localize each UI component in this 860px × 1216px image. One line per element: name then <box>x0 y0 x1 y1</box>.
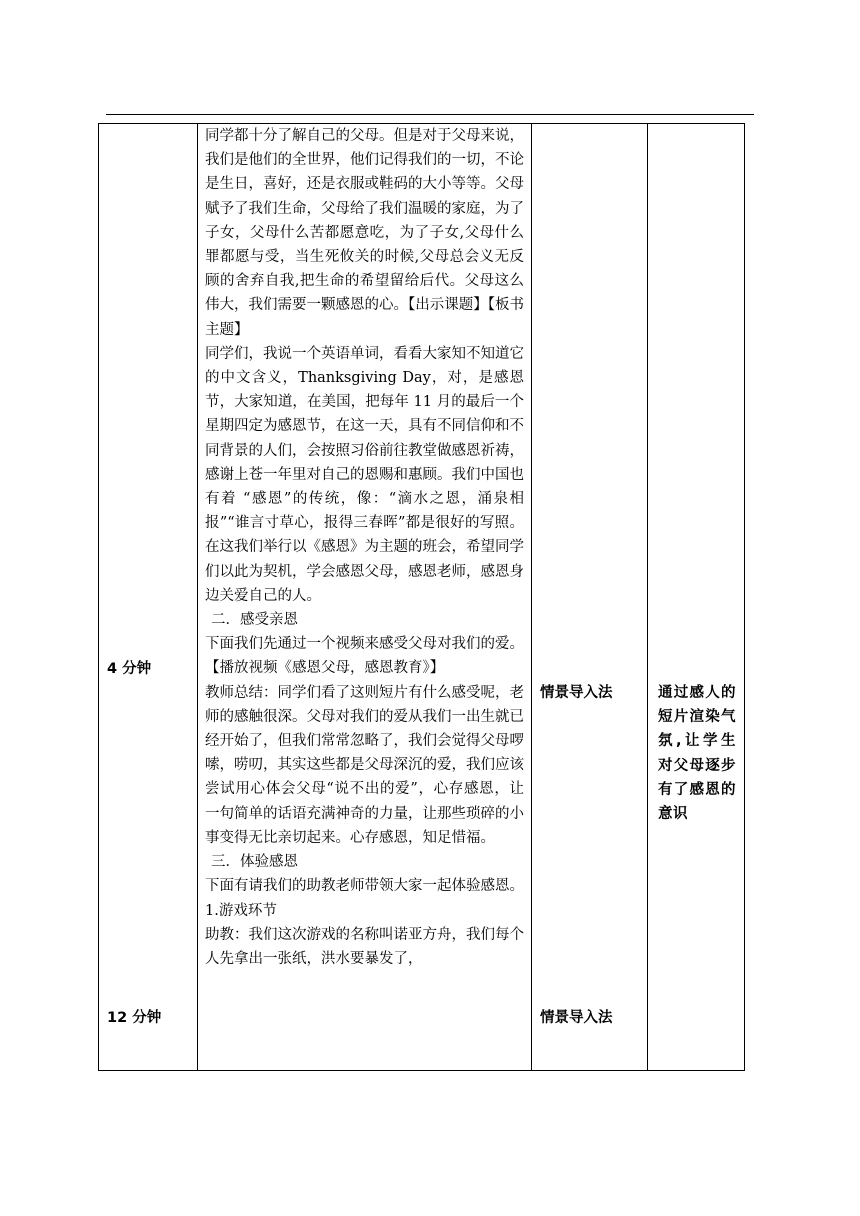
purpose-text: 通过感人的短片渲染气氛,让学生对父母逐步有了感恩的意识 <box>658 685 736 823</box>
purpose-cell <box>648 124 745 1071</box>
method-cell <box>532 124 648 1071</box>
time-label-second: 12 分钟 <box>107 1010 162 1026</box>
time-label-first: 4 分钟 <box>107 661 152 677</box>
content-paragraph: 助教：我们这次游戏的名称叫诺亚方舟，我们每个人先拿出一张纸，洪水要暴发了， <box>205 926 524 967</box>
content-text <box>198 124 531 1070</box>
content-paragraph: 1.游戏环节 <box>205 902 277 919</box>
table-row <box>99 124 745 1071</box>
method-label-first: 情景导入法 <box>540 685 613 701</box>
content-paragraph: 同学都十分了解自己的父母。但是对于父母来说，我们是他们的全世界，他们记得我们的一切，不论是生日，喜好，还是衣服或鞋码的大小等等。父母赋予了我们生命，父母给了我们温暖的家庭，为了子女，父母什么苦都愿意吃，为了子女,父母什么罪都愿与受，当生死攸关的时候,父母总会义无反顾的舍弃自我,把生命的希望留给后代。父母这么伟大，我们需要一颗感恩的心。【出示课题】【板书主题】 <box>205 128 524 338</box>
header-rule <box>106 114 754 115</box>
content-paragraph: 下面我们先通过一个视频来感受父母对我们的爱。【播放视频《感恩父母，感恩教育》】 <box>205 636 524 677</box>
lesson-plan-table <box>98 123 745 1071</box>
content-paragraph: 同学们，我说一个英语单词，看看大家知不知道它的中文含义，Thanksgiving Day，对，是感恩节，大家知道，在美国，把每年 11 月的最后一个星期四定为感恩节，在这一天，具有不同信仰和不同背景的人们，会按照习俗前往教堂做感恩祈祷，感谢上苍一年里对自己的恩赐和惠顾。我们中国也有着 “感恩”的传统，像：“滴水之恩，涌泉相报”“谁言寸草心，报得三春晖”都是很好的写照。在这我们举行以《感恩》为主题的班会，希望同学们以此为契机，学会感恩父母，感恩老师，感恩身边关爱自己的人。 <box>205 345 524 604</box>
time-cell <box>99 124 198 1071</box>
content-cell <box>198 124 532 1071</box>
content-paragraph: 教师总结：同学们看了这则短片有什么感受呢，老师的感触很深。父母对我们的爱从我们一出生就已经开始了，但我们常常忽略了，我们会觉得父母啰嗦，唠叨，其实这些都是父母深沉的爱，我们应该尝试用心体会父母“说不出的爱”，心存感恩，让一句简单的话语充满神奇的力量，让那些琐碎的小事变得无比亲切起来。心存感恩，知足惜福。 <box>205 684 524 846</box>
content-paragraph: 下面有请我们的助教老师带领大家一起体验感恩。 <box>205 878 524 895</box>
section-heading: 三．体验感恩 <box>211 854 298 871</box>
method-label-second: 情景导入法 <box>540 1010 613 1026</box>
section-heading: 二．感受亲恩 <box>211 612 298 629</box>
